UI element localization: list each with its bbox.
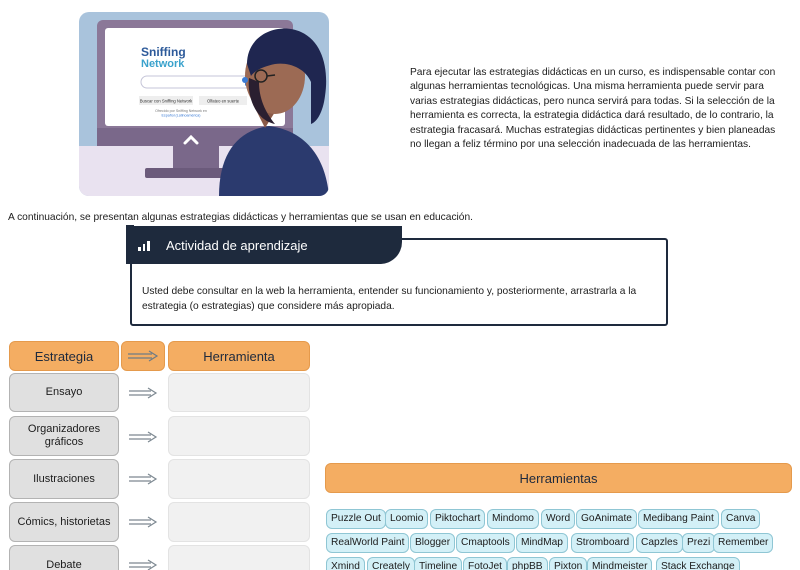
tool-chip[interactable]: RealWorld Paint [326, 533, 409, 553]
tool-chip[interactable]: Puzzle Out [326, 509, 386, 529]
footer-line1: Ofrecido por Sniffing Network en [155, 109, 207, 113]
tool-chip[interactable]: Blogger [410, 533, 455, 553]
double-arrow-icon [128, 515, 158, 529]
logo-line2: Network [141, 58, 185, 70]
activity-box [130, 238, 668, 326]
activity-header [126, 226, 402, 264]
tool-chip[interactable]: Mindomo [487, 509, 539, 529]
tool-chip[interactable]: Prezi [682, 533, 715, 553]
strategy-cell-ensayo: Ensayo [9, 373, 119, 412]
tool-column-header: Herramienta [168, 341, 310, 371]
bar-chart-icon [138, 239, 152, 251]
strategy-cell-ilustraciones: Ilustraciones [9, 459, 119, 499]
tools-panel-header: Herramientas [325, 463, 792, 493]
strategy-cell-debate: Debate [9, 545, 119, 570]
footer-line2: Español (Latinoamérica) [161, 113, 201, 118]
logo-line1: Sniffing [141, 45, 186, 59]
tool-chip[interactable]: Word [541, 509, 575, 529]
tool-drop-zone-organizadores[interactable] [168, 416, 310, 456]
intro-paragraph: Para ejecutar las estrategias didácticas en un curso, es indispensable contar con algunas herramientas tecnológicas. Una misma herramienta puede servir para varias estrategias didácticas, pero nunca servirá para todas. Si la selección de la herramienta es correcta, la estrategia didáctica dará resultado, de lo contrario, la estrategia fracasará. Muchas estrategias didácticas pertinentes y bien planeadas no llegan a feliz término por una selección inadecuada de las herramientas. [410, 67, 776, 151]
tool-chip[interactable]: Stack Exchange [656, 557, 740, 570]
tool-chip[interactable]: GoAnimate [576, 509, 637, 529]
tool-drop-zone-debate[interactable] [168, 545, 310, 570]
tool-chip[interactable]: phpBB [507, 557, 548, 570]
tool-drop-zone-comics[interactable] [168, 502, 310, 542]
activity-instructions: Usted debe consultar en la web la herramienta, entender su funcionamiento y, posteriormente, arrastrarla a la estrategia (o estrategias) que considere más apropiada. [142, 286, 637, 312]
strategy-column-header: Estrategia [9, 341, 119, 371]
tool-drop-zone-ilustraciones[interactable] [168, 459, 310, 499]
tool-chip[interactable]: Remember [713, 533, 773, 553]
tool-chip[interactable]: Canva [721, 509, 760, 529]
hero-illustration [79, 12, 329, 196]
double-arrow-icon [128, 430, 158, 444]
tool-chip[interactable]: Medibang Paint [638, 509, 719, 529]
tool-chip[interactable]: Timeline [414, 557, 462, 570]
double-arrow-icon [128, 386, 158, 400]
arrow-column-header [121, 341, 165, 371]
tool-drop-zone-ensayo[interactable] [168, 373, 310, 412]
tool-chip[interactable]: Creately [367, 557, 415, 570]
tool-chip[interactable]: Xmind [326, 557, 365, 570]
tool-chip[interactable]: Stromboard [571, 533, 634, 553]
lead-paragraph: A continuación, se presentan algunas estrategias didácticas y herramientas que se usan en educación. [8, 212, 473, 223]
tool-chip[interactable]: FotoJet [463, 557, 507, 570]
tool-chip[interactable]: MindMap [516, 533, 568, 553]
search-button-label: Buscar con Sniffing Network [139, 98, 193, 104]
strategy-cell-comics: Cómics, historietas [9, 502, 119, 542]
double-arrow-icon [128, 558, 158, 570]
double-arrow-icon [126, 349, 160, 363]
lucky-button-label: Olfateo en suerte [206, 98, 240, 104]
double-arrow-icon [128, 472, 158, 486]
tool-chip[interactable]: Piktochart [430, 509, 485, 529]
tool-chip[interactable]: Pixton [549, 557, 587, 570]
tool-chip[interactable]: Mindmeister [587, 557, 652, 570]
tool-chip[interactable]: Capzles [636, 533, 683, 553]
tool-chip[interactable]: Cmaptools [456, 533, 515, 553]
activity-title: Actividad de aprendizaje [166, 237, 308, 253]
tool-chip[interactable]: Loomio [385, 509, 428, 529]
strategy-cell-organizadores: Organizadores gráficos [9, 416, 119, 456]
